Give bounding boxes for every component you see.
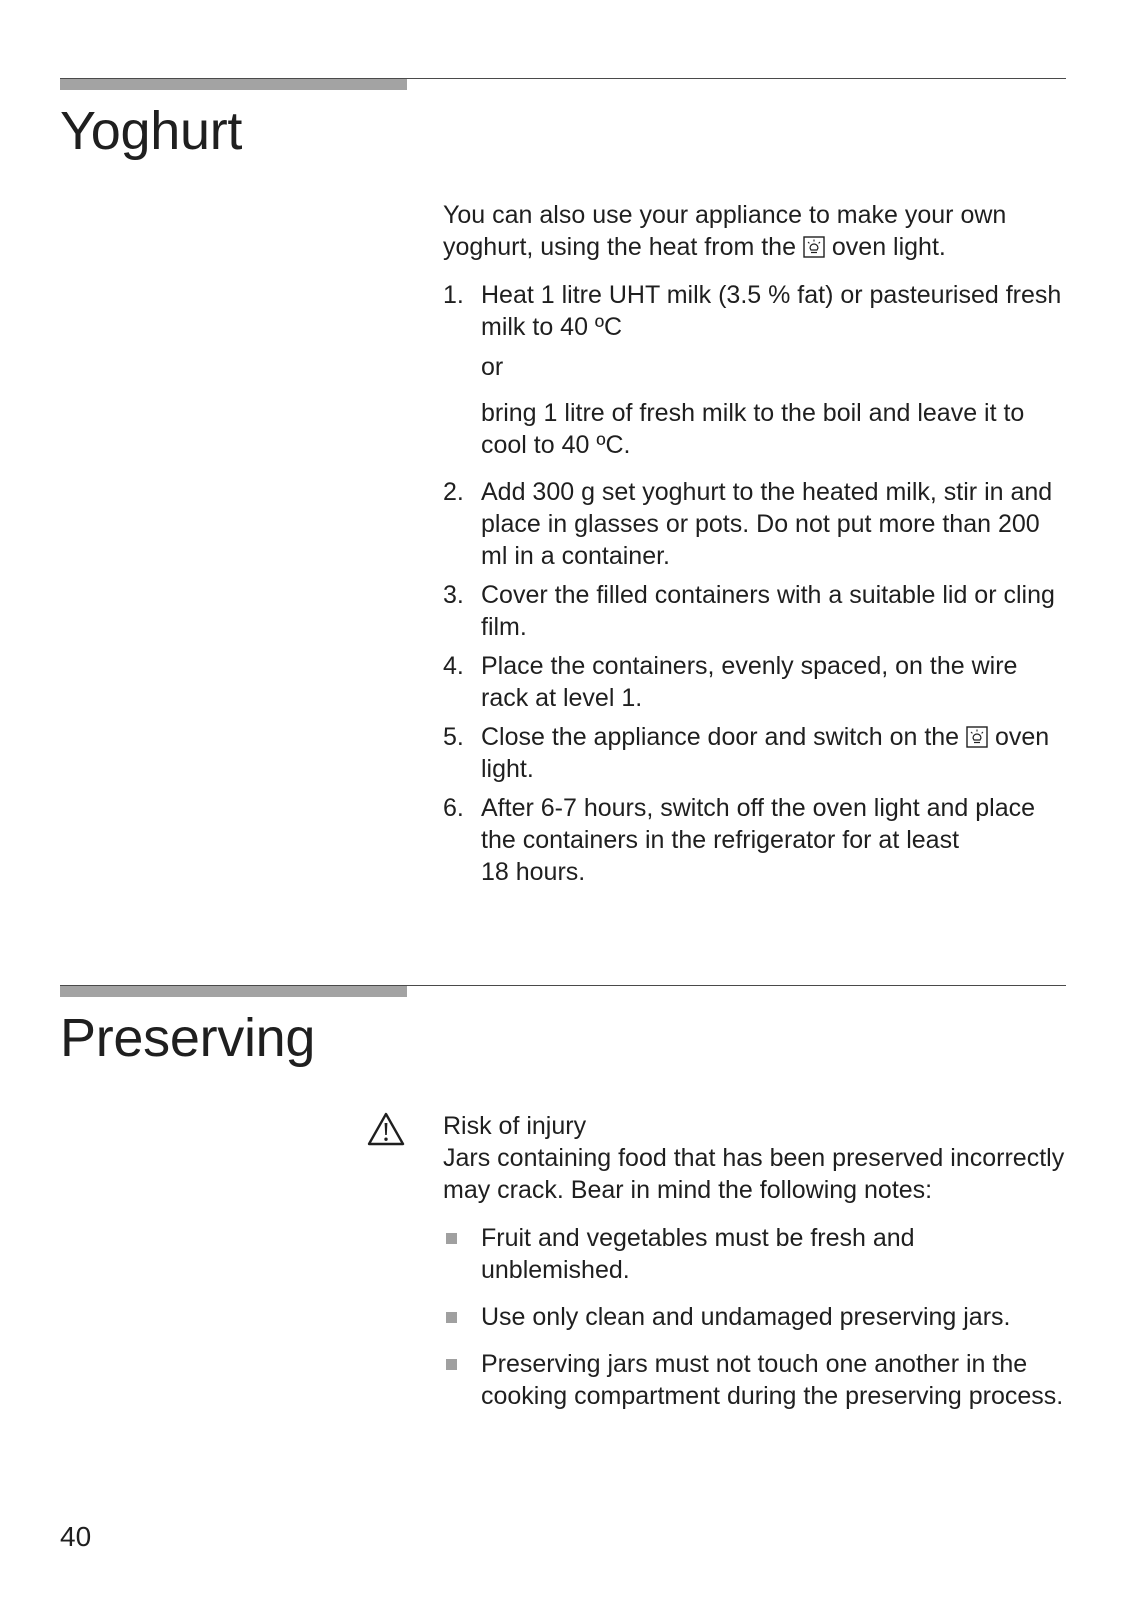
list-item: Fruit and vegetables must be fresh and unblemished. — [443, 1222, 1068, 1286]
bullet-square-icon — [446, 1312, 457, 1323]
yoghurt-steps — [443, 279, 1068, 888]
preserving-notes — [443, 1222, 1068, 1412]
step-2: 2. Add 300 g set yoghurt to the heated milk, stir in and place in glasses or pots. Do not put more than 200 ml in a container. — [443, 478, 1053, 570]
bullet-square-icon — [446, 1233, 457, 1244]
warning-text: Jars containing food that has been preserved incorrectly may crack. Bear in mind the following notes: — [443, 1144, 1065, 1204]
section-bar-preserving — [60, 986, 407, 997]
step-6: 6. After 6-7 hours, switch off the oven light and place the containers in the refrigerator for at least 18 hours. — [443, 794, 1036, 886]
heading-preserving: Preserving — [60, 1008, 316, 1068]
oven-light-icon — [966, 726, 988, 748]
section-bar-yoghurt — [60, 79, 407, 90]
step-5: 5. Close the appliance door and switch on the oven light. — [443, 723, 1050, 783]
yoghurt-intro: You can also use your appliance to make your own yoghurt, using the heat from the oven light. — [443, 201, 1007, 261]
warning-triangle-icon — [367, 1112, 405, 1146]
heading-yoghurt: Yoghurt — [60, 101, 243, 161]
oven-light-icon — [803, 236, 825, 258]
warning-title: Risk of injury — [443, 1112, 587, 1140]
page-number: 40 — [60, 1521, 92, 1552]
step-1: 1. Heat 1 litre UHT milk (3.5 % fat) or pasteurised fresh milk to 40 ºC or bring 1 litre of fresh milk to the boil and leave it to cool to 40 ºC. — [443, 281, 1062, 459]
step-4: 4. Place the containers, evenly spaced, on the wire rack at level 1. — [443, 652, 1018, 712]
step-3: 3. Cover the filled containers with a suitable lid or cling film. — [443, 581, 1055, 641]
list-item: Use only clean and undamaged preserving jars. — [443, 1301, 1068, 1333]
preserving-content — [443, 1110, 1068, 1427]
yoghurt-content — [443, 199, 1068, 895]
bullet-square-icon — [446, 1359, 457, 1370]
list-item: Preserving jars must not touch one another in the cooking compartment during the preserving process. — [443, 1348, 1068, 1412]
